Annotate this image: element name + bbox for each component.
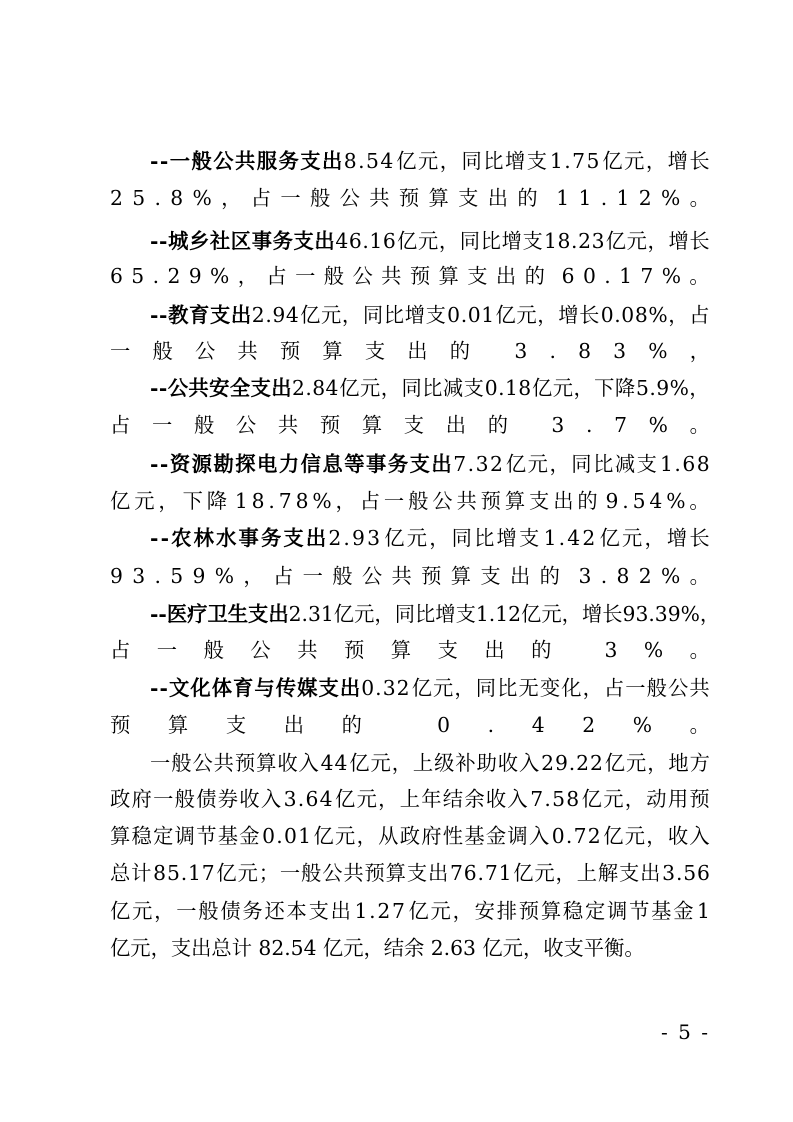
text-line: 2 5 . 8 % ， 占 一 般 公 共 预 算 支 出 的 1 1 . 1 2 % 。 <box>110 186 710 210</box>
text-line: - - 教 育 支 出 2 . 9 4 亿 元 ， 同 比 增 支 0 . 0 1 亿 元 ， 增 长 0 . 0 8 % ， 占 <box>150 303 710 327</box>
text-line: 总 计 8 5 . 1 7 亿 元 ； 一 般 公 共 预 算 支 出 7 6 . 7 1 亿 元 ， 上 解 支 出 3 . 5 6 <box>110 861 710 885</box>
text-line: 一 般 公 共 预 算 支 出 的 3 . 8 3 % ， <box>110 339 710 363</box>
text-line: 一 般 公 共 预 算 收 入 4 4 亿 元 ， 上 级 补 助 收 入 2 9 . 2 2 亿 元 ， 地 方 <box>150 751 710 775</box>
text-line: 政 府 一 般 债 券 收 入 3 . 6 4 亿 元 ， 上 年 结 余 收 入 7 . 5 8 亿 元 ， 动 用 预 <box>110 787 710 811</box>
text-line: - - 一 般 公 共 服 务 支 出 8 . 5 4 亿 元 ， 同 比 增 支 1 . 7 5 亿 元 ， 增 长 <box>150 149 710 173</box>
text-line: - - 农 林 水 事 务 支 出 2 . 9 3 亿 元 ， 同 比 增 支 1 . 4 2 亿 元 ， 增 长 <box>150 526 710 550</box>
text-line: 6 5 . 2 9 % ， 占 一 般 公 共 预 算 支 出 的 6 0 . 1 7 % 。 <box>110 264 710 288</box>
text-line: 占 一 般 公 共 预 算 支 出 的 3 % 。 <box>110 638 710 662</box>
text-line: 预 算 支 出 的 0 . 4 2 % 。 <box>110 713 710 737</box>
page-number: - 5 - <box>661 1020 710 1044</box>
text-line: 算 稳 定 调 节 基 金 0 . 0 1 亿 元 ， 从 政 府 性 基 金 调 入 0 . 7 2 亿 元 ， 收 入 <box>110 824 710 848</box>
text-line: - - 医 疗 卫 生 支 出 2 . 3 1 亿 元 ， 同 比 增 支 1 . 1 2 亿 元 ， 增 长 9 3 . 3 9 % ， <box>150 602 721 626</box>
line-text: 亿元，支出总计 82.54 亿元，结余 2.63 亿元，收支平衡。 <box>110 936 645 960</box>
text-line: 占 一 般 公 共 预 算 支 出 的 3 . 7 % 。 <box>110 413 710 437</box>
text-line <box>110 930 710 966</box>
text-line: - - 公 共 安 全 支 出 2 . 8 4 亿 元 ， 同 比 减 支 0 . 1 8 亿 元 ， 下 降 5 . 9 % ， <box>150 376 710 400</box>
text-line: 亿 元 ， 下 降 1 8 . 7 8 % ， 占 一 般 公 共 预 算 支 出 的 9 . 5 4 % 。 <box>110 489 710 513</box>
text-line: - - 城 乡 社 区 事 务 支 出 4 6 . 1 6 亿 元 ， 同 比 增 支 1 8 . 2 3 亿 元 ， 增 长 <box>150 229 710 253</box>
text-line: 9 3 . 5 9 % ， 占 一 般 公 共 预 算 支 出 的 3 . 8 2 % 。 <box>110 564 710 588</box>
text-line: - - 资 源 勘 探 电 力 信 息 等 事 务 支 出 7 . 3 2 亿 元 ， 同 比 减 支 1 . 6 8 <box>150 452 710 476</box>
text-line: - - 文 化 体 育 与 传 媒 支 出 0 . 3 2 亿 元 ， 同 比 无 变 化 ， 占 一 般 公 共 <box>150 676 710 700</box>
text-line: 亿 元 ， 一 般 债 务 还 本 支 出 1 . 2 7 亿 元 ， 安 排 预 算 稳 定 调 节 基 金 1 <box>110 899 710 923</box>
